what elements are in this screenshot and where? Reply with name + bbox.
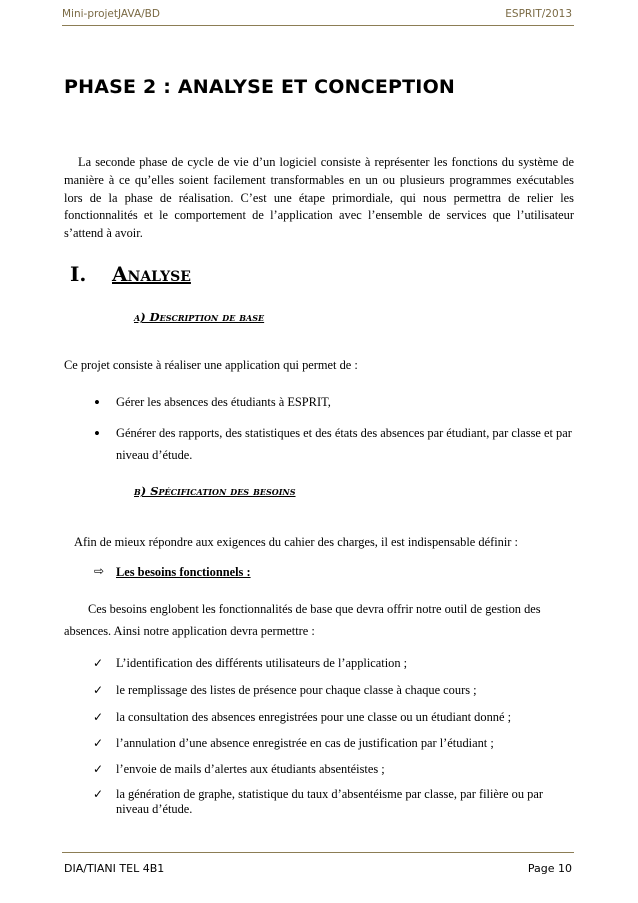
- check-item-6: la génération de graphe, statistique du taux d’absentéisme par classe, par filière ou par niveau d’étude.: [116, 787, 543, 816]
- section-title: Analyse: [112, 262, 191, 286]
- checkmark-icon: ✓: [93, 787, 104, 801]
- check-item-1: L’identification des différents utilisateurs de l’application ;: [116, 656, 408, 670]
- header-rule: [62, 25, 574, 26]
- checkmark-icon: ✓: [93, 683, 104, 697]
- subsection-description: a) Description de base: [134, 310, 265, 324]
- page-number: Page 10: [527, 862, 572, 875]
- check-item-5: l’envoie de mails d’alertes aux étudiants absentéistes ;: [116, 762, 385, 776]
- projet-paragraph: Ce projet consiste à réaliser une application qui permet de :: [64, 358, 358, 372]
- check-item-2: le remplissage des listes de présence pour chaque classe à chaque cours ;: [116, 683, 477, 697]
- besoins-fonctionnels-label: Les besoins fonctionnels :: [116, 565, 251, 579]
- check-item-3: la consultation des absences enregistrées pour une classe ou un étudiant donné ;: [116, 710, 512, 724]
- page-header-right: ESPRIT/2013: [505, 8, 572, 20]
- intro-paragraph: [64, 154, 574, 243]
- checkmark-icon: ✓: [93, 736, 104, 750]
- checkmark-icon: ✓: [93, 656, 104, 670]
- check-item-4: l’annulation d’une absence enregistrée en cas de justification par l’étudiant ;: [116, 736, 494, 750]
- afin-paragraph: Afin de mieux répondre aux exigences du cahier des charges, il est indispensable définir :: [74, 535, 518, 549]
- intro-text: La seconde phase de cycle de vie d’un logiciel consiste à représenter les fonctions du système de manière à ce qu’elles soient facilement transformables en un ou plusieurs programmes exécutables lors de la phase de réalisation. C’est une étape primordiale, qui nous permettra de relier les fonctionnalités et le comportement de l’application avec l’ensemble de services que l’utilisateur s’attend à avoir.: [64, 155, 574, 241]
- bullet-dot-1: •: [94, 393, 100, 412]
- page-header-left: Mini-projetJAVA/BD: [62, 8, 160, 20]
- subsection-specification: b) Spécification des besoins: [134, 484, 296, 498]
- bullet-item-2: Générer des rapports, des statistiques et des états des absences par étudiant, par classe et par niveau d’étude.: [116, 426, 572, 462]
- page-footer-left: DIA/TIANI TEL 4B1: [64, 862, 165, 875]
- ces-besoins-text: Ces besoins englobent les fonctionnalités de base que devra offrir notre outil de gestion des absences. Ainsi notre application devra permettre :: [64, 602, 541, 638]
- checkmark-icon: ✓: [93, 762, 104, 776]
- bullet-item-1: Gérer les absences des étudiants à ESPRIT,: [116, 395, 331, 409]
- ces-besoins-paragraph: [64, 598, 576, 642]
- checkmark-icon: ✓: [93, 710, 104, 724]
- footer-rule: [62, 852, 574, 853]
- arrow-icon: ⇨: [94, 564, 105, 578]
- bullet-dot-2: •: [94, 424, 100, 443]
- page-title: PHASE 2 : ANALYSE ET CONCEPTION: [64, 76, 456, 98]
- section-number: I.: [70, 262, 87, 286]
